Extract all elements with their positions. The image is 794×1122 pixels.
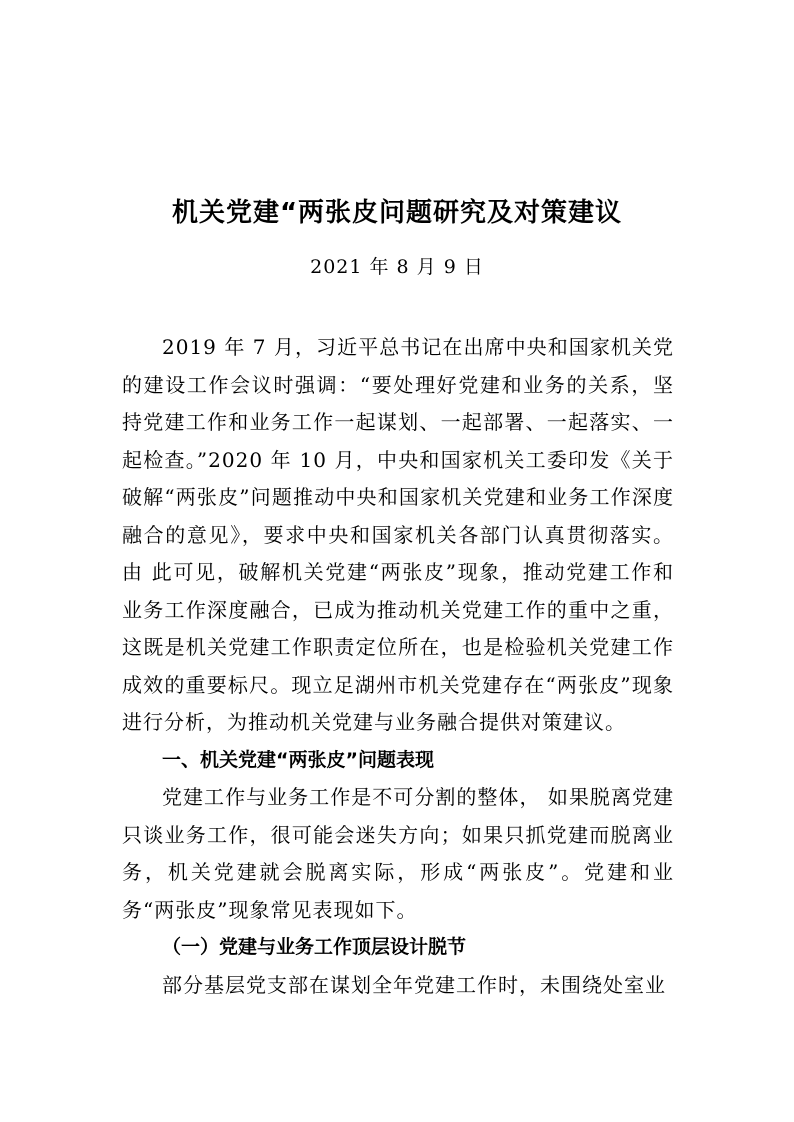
document-body: [122, 329, 674, 1004]
paragraph-intro: 2019 年 7 月，习近平总书记在出席中央和国家机关党的建设工作会议时强调：“要处理好党建和业务的关系，坚持党建工作和业务工作一起谋划、一起部署、一起落实、一起检查。”2020 年 10 月，中央和国家机关工委印发《关于破解“两张皮”问题推动中央和国家机关党建和业务工作深度融合的意见》，要求中央和国家机关各部门认真贯彻落实。由 此可见，破解机关党建“两张皮”现象，推动党建工作和业务工作深度融合，已成为推动机关党建工作的重中之重，这既是机关党建工作职责定位所在，也是检验机关党建工作成效的重要标尺。现立足湖州市机关党建存在“两张皮”现象进行分析，为推动机关党建与业务融合提供对策建议。: [122, 335, 674, 734]
document-title: 机关党建“两张皮问题研究及对策建议: [171, 198, 623, 228]
paragraph-subsection-1: 部分基层党支部在谋划全年党建工作时，未围绕处室业: [162, 972, 666, 997]
document-date: 2021 年 8 月 9 日: [310, 256, 484, 278]
subsection-heading-1: （一）党建与业务工作顶层设计脱节: [162, 936, 467, 958]
section-heading-1: 一、机关党建“两张皮”问题表现: [162, 748, 434, 771]
paragraph-section-1: 党建工作与业务工作是不可分割的整体， 如果脱离党建只谈业务工作，很可能会迷失方向；如果只抓党建而脱离业务，机关党建就会脱离实际，形成“两张皮”。党建和业 务“两张皮”现象常见表现如下。: [122, 785, 674, 922]
